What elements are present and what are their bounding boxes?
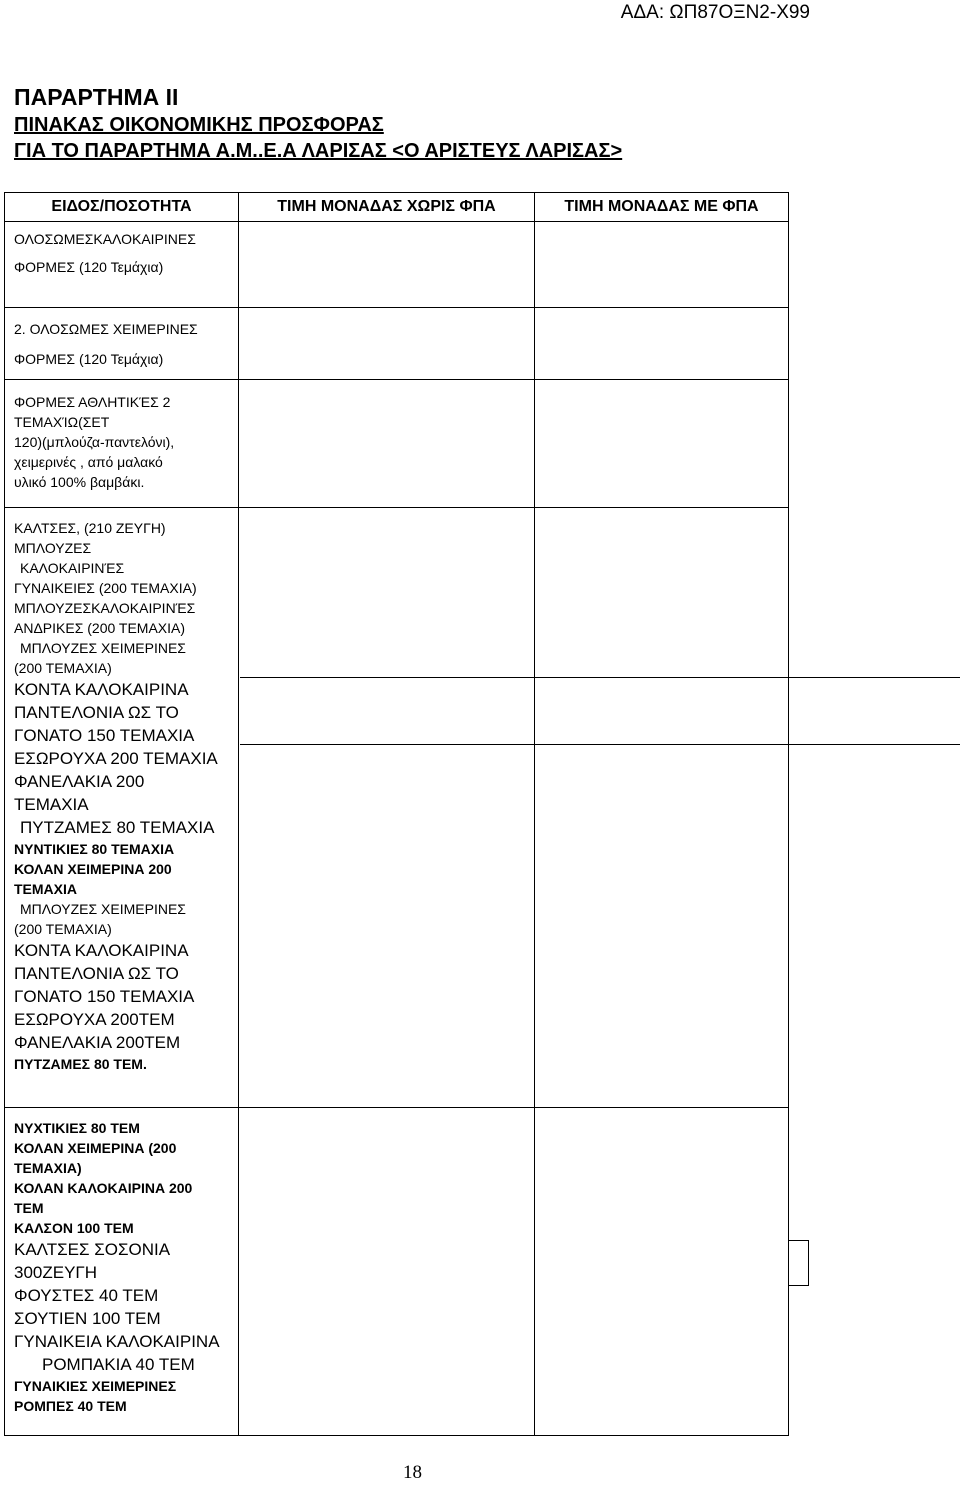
item-line: ΓΟΝΑΤΟ 150 ΤΕΜΑΧΙΑ bbox=[14, 726, 195, 745]
item-line: ΦΟΡΜΕΣ (120 Τεμάχια) bbox=[14, 259, 164, 275]
table-header-row bbox=[5, 193, 789, 222]
item-line: ΦΑΝΕΛΑΚΙΑ 200ΤΕΜ bbox=[14, 1033, 181, 1052]
item-cell bbox=[5, 308, 239, 380]
price-without-vat-cell[interactable] bbox=[239, 508, 535, 1108]
item-line: ΠΥΤΖΑΜΕΣ 80 ΤΕΜΑΧΙΑ bbox=[20, 818, 215, 837]
item-line: ΡΟΜΠΑΚΙΑ 40 ΤΕΜ bbox=[42, 1355, 195, 1374]
table-row bbox=[5, 380, 789, 508]
table-subtitle: ΓΙΑ ΤΟ ΠΑΡΑΡΤΗΜΑ Α.Μ..Ε.Α ΛΑΡΙΣΑΣ <Ο ΑΡΙΣΤΕΥΣ ΛΑΡΙΣΑΣ> bbox=[14, 140, 623, 162]
stray-rule-line bbox=[240, 677, 960, 678]
item-line: 120)(μπλούζα-παντελόνι), bbox=[14, 434, 175, 450]
item-line: ΤΕΜΑΧΙΑ bbox=[14, 795, 89, 814]
document-title bbox=[14, 82, 622, 164]
item-cell bbox=[5, 380, 239, 508]
item-line: ΕΣΩΡΟΥΧΑ 200 ΤΕΜΑΧΙΑ bbox=[14, 749, 218, 768]
item-cell bbox=[5, 222, 239, 308]
item-line: ΤΕΜ bbox=[14, 1200, 44, 1216]
item-line: 300ΖΕΥΓΗ bbox=[14, 1263, 98, 1282]
item-line: (200 ΤΕΜΑΧΙΑ) bbox=[14, 921, 112, 937]
item-line: ΓΟΝΑΤΟ 150 ΤΕΜΑΧΙΑ bbox=[14, 987, 195, 1006]
item-line: ΚΟΛΑΝ ΧΕΙΜΕΡΙΝΑ (200 bbox=[14, 1140, 177, 1156]
price-without-vat-cell[interactable] bbox=[239, 1108, 535, 1436]
stray-box-fragment bbox=[788, 1240, 809, 1286]
item-line: ΑΝΔΡΙΚΕΣ (200 ΤΕΜΑΧΙΑ) bbox=[14, 620, 186, 636]
item-line: ΚΑΛΟΚΑΙΡΙΝΈΣ bbox=[20, 560, 125, 576]
table-row bbox=[5, 308, 789, 380]
table-row bbox=[5, 1108, 789, 1436]
item-line: ΦΟΥΣΤΕΣ 40 ΤΕΜ bbox=[14, 1286, 159, 1305]
page-number: 18 bbox=[403, 1462, 422, 1483]
item-line: ΜΠΛΟΥΖΕΣ ΧΕΙΜΕΡΙΝΕΣ bbox=[20, 640, 186, 656]
item-line: ΚΟΛΑΝ ΧΕΙΜΕΡΙΝΑ 200 bbox=[14, 861, 172, 877]
column-header-item-quantity: ΕΙΔΟΣ/ΠΟΣΟΤΗΤΑ bbox=[5, 193, 239, 222]
item-line: ΓΥΝΑΙΚΕΙΑ ΚΑΛΟΚΑΙΡΙΝΑ bbox=[14, 1332, 220, 1351]
item-line: ΠΥΤΖΑΜΕΣ 80 ΤΕΜ. bbox=[14, 1056, 147, 1072]
item-line: ΤΕΜΑΧΙΑ bbox=[14, 881, 77, 897]
price-without-vat-cell[interactable] bbox=[239, 380, 535, 508]
item-line: χειμερινές , από μαλακό bbox=[14, 454, 163, 470]
item-line: 2. ΟΛΟΣΩΜΕΣ ΧΕΙΜΕΡΙΝΕΣ bbox=[14, 321, 198, 337]
table-row bbox=[5, 508, 789, 1108]
item-line: ΜΠΛΟΥΖΕΣ ΧΕΙΜΕΡΙΝΕΣ bbox=[20, 901, 186, 917]
item-line: ΕΣΩΡΟΥΧΑ 200ΤΕΜ bbox=[14, 1010, 175, 1029]
item-line: (200 ΤΕΜΑΧΙΑ) bbox=[14, 660, 112, 676]
table-title: ΠΙΝΑΚΑΣ ΟΙΚΟΝΟΜΙΚΗΣ ΠΡΟΣΦΟΡΑΣ bbox=[14, 114, 384, 136]
item-cell bbox=[5, 508, 239, 1108]
item-line: ΜΠΛΟΥΖΕΣ bbox=[14, 540, 92, 556]
item-line: ΦΟΡΜΕΣ (120 Τεμάχια) bbox=[14, 351, 164, 367]
column-header-price-with-vat: ΤΙΜΗ ΜΟΝΑΔΑΣ ΜΕ ΦΠΑ bbox=[535, 193, 789, 222]
price-with-vat-cell[interactable] bbox=[535, 1108, 789, 1436]
item-line: ΟΛΟΣΩΜΕΣΚΑΛΟΚΑΙΡΙΝΕΣ bbox=[14, 231, 196, 247]
item-line: ΠΑΝΤΕΛΟΝΙΑ ΩΣ ΤΟ bbox=[14, 703, 179, 722]
price-without-vat-cell[interactable] bbox=[239, 222, 535, 308]
ada-code: ΑΔΑ: ΩΠ87ΟΞΝ2-Χ99 bbox=[620, 2, 810, 23]
item-line: ΣΟΥΤΙΕΝ 100 ΤΕΜ bbox=[14, 1309, 161, 1328]
annex-title: ΠΑΡΑΡΤΗΜΑ ΙΙ bbox=[14, 84, 179, 110]
item-line: ΠΑΝΤΕΛΟΝΙΑ ΩΣ ΤΟ bbox=[14, 964, 179, 983]
item-line: ΦΟΡΜΕΣ ΑΘΛΗΤΙΚΈΣ 2 bbox=[14, 394, 171, 410]
price-with-vat-cell[interactable] bbox=[535, 308, 789, 380]
table-row bbox=[5, 222, 789, 308]
item-line: ΝΥΧΤΙΚΙΕΣ 80 ΤΕΜ bbox=[14, 1120, 140, 1136]
item-line: ΚΟΛΑΝ ΚΑΛΟΚΑΙΡΙΝΑ 200 bbox=[14, 1180, 193, 1196]
item-line: ΚΑΛΣΟΝ 100 ΤΕΜ bbox=[14, 1220, 134, 1236]
item-line: ΚΑΛΤΣΕΣ, (210 ΖΕΥΓΗ) bbox=[14, 520, 166, 536]
price-with-vat-cell[interactable] bbox=[535, 222, 789, 308]
price-with-vat-cell[interactable] bbox=[535, 508, 789, 1108]
item-line: ΓΥΝΑΙΚΙΕΣ ΧΕΙΜΕΡΙΝΕΣ bbox=[14, 1378, 177, 1394]
item-line: ΜΠΛΟΥΖΕΣΚΑΛΟΚΑΙΡΙΝΈΣ bbox=[14, 600, 196, 616]
item-line: ΚΑΛΤΣΕΣ ΣΟΣΟΝΙΑ bbox=[14, 1240, 171, 1259]
price-without-vat-cell[interactable] bbox=[239, 308, 535, 380]
item-line: ΡΟΜΠΕΣ 40 ΤΕΜ bbox=[14, 1398, 127, 1414]
column-header-price-without-vat: ΤΙΜΗ ΜΟΝΑΔΑΣ ΧΩΡΙΣ ΦΠΑ bbox=[239, 193, 535, 222]
item-line: ΝΥΝΤΙΚΙΕΣ 80 ΤΕΜΑΧΙΑ bbox=[14, 841, 175, 857]
item-line: ΤΕΜΑΧΊΩ(ΣΕΤ bbox=[14, 414, 110, 430]
price-with-vat-cell[interactable] bbox=[535, 380, 789, 508]
item-line: ΓΥΝΑΙΚΕΙΕΣ (200 ΤΕΜΑΧΙΑ) bbox=[14, 580, 197, 596]
item-line: υλικό 100% βαμβάκι. bbox=[14, 474, 145, 490]
item-line: ΚΟΝΤΑ ΚΑΛΟΚΑΙΡΙΝΑ bbox=[14, 941, 189, 960]
item-line: ΚΟΝΤΑ ΚΑΛΟΚΑΙΡΙΝΑ bbox=[14, 680, 189, 699]
item-cell bbox=[5, 1108, 239, 1436]
stray-rule-line bbox=[240, 744, 960, 745]
item-line: ΤΕΜΑΧΙΑ) bbox=[14, 1160, 82, 1176]
financial-offer-table bbox=[4, 192, 789, 1436]
item-line: ΦΑΝΕΛΑΚΙΑ 200 bbox=[14, 772, 145, 791]
